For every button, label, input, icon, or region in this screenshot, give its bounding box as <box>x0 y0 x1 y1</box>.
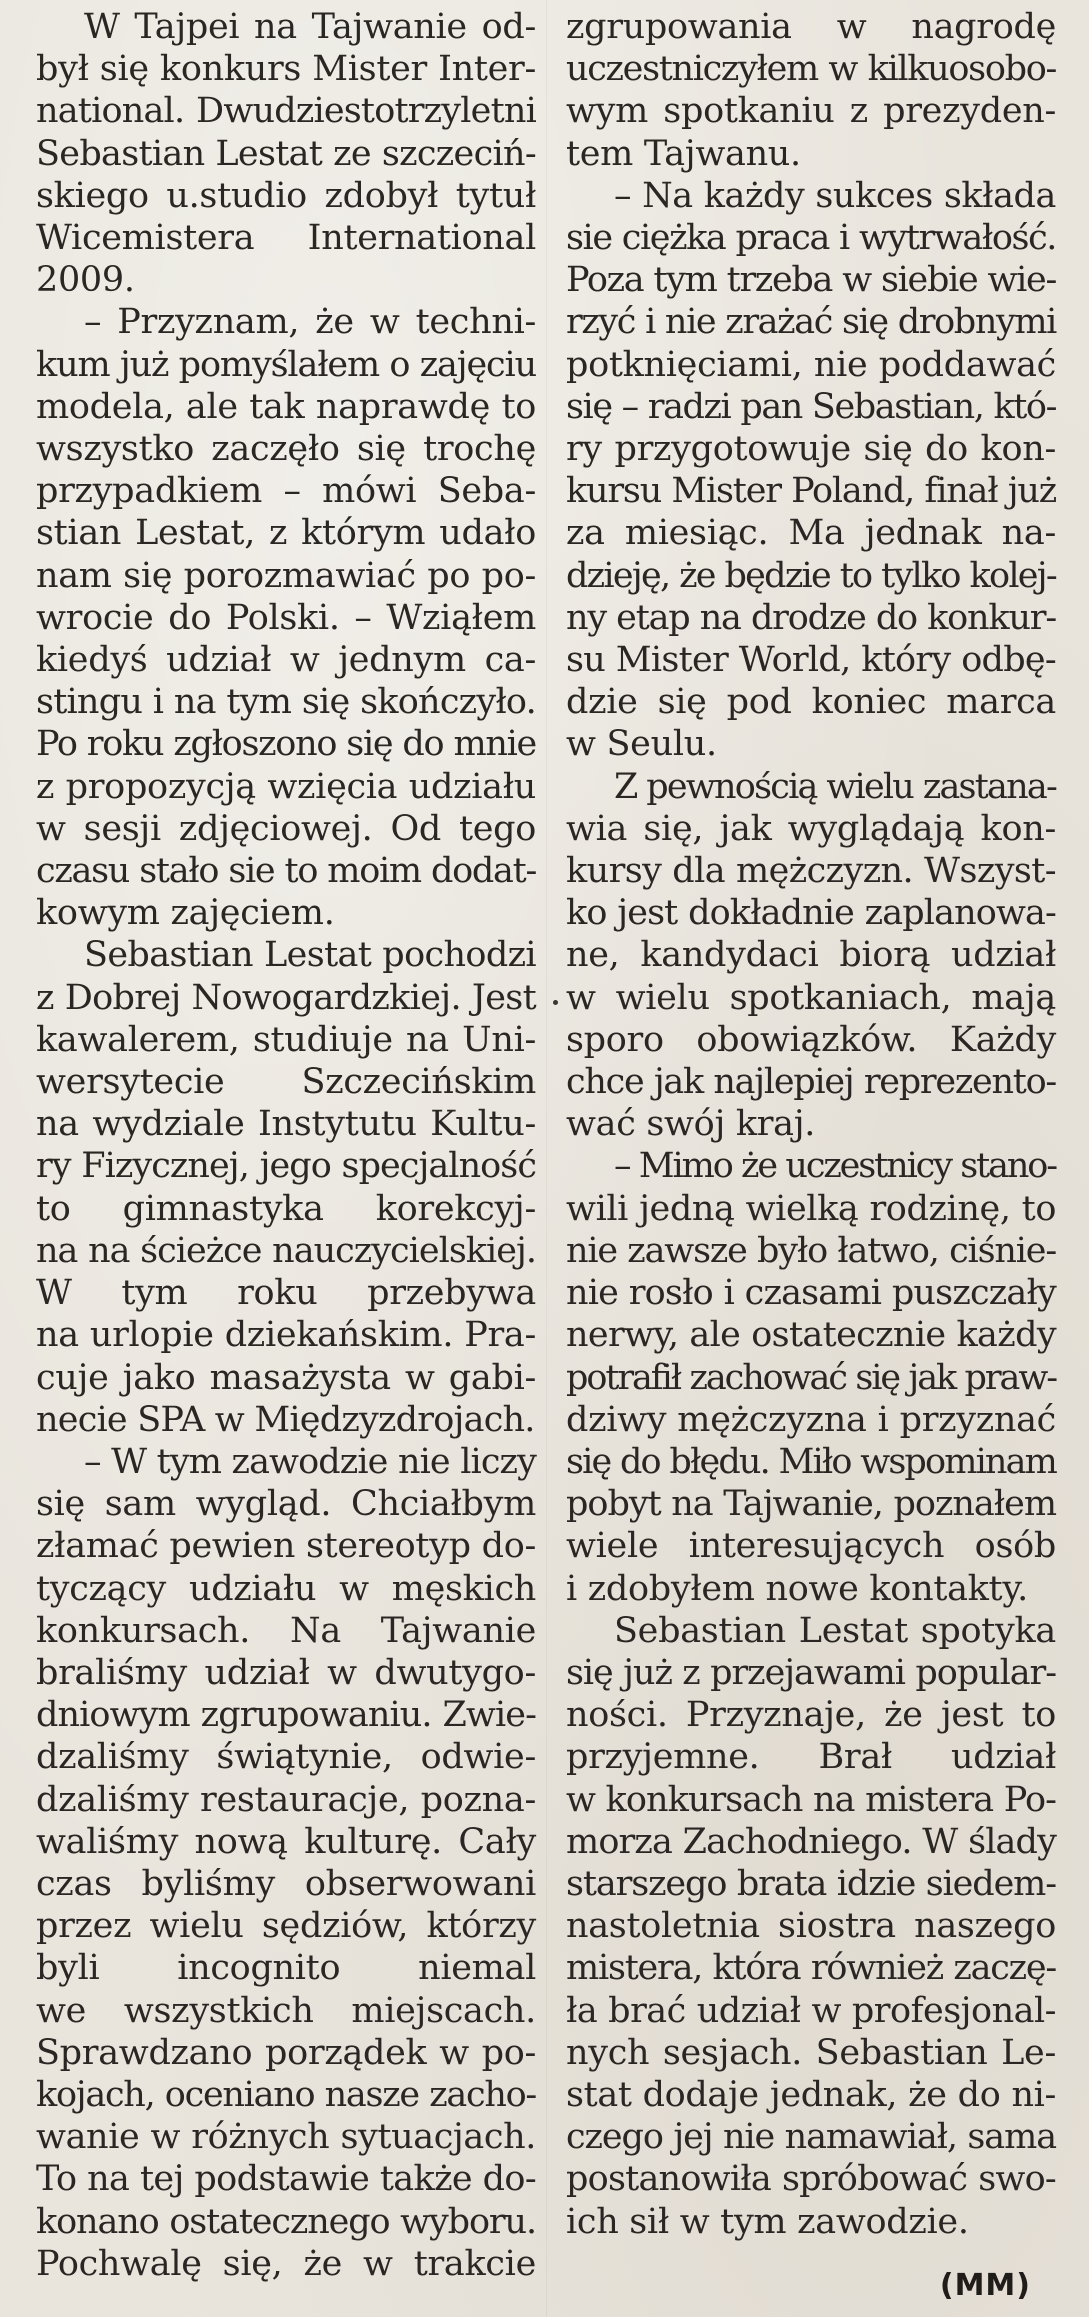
article-text-line: byli incognito niemal <box>36 1948 536 1989</box>
article-text-line: to gimnastyka korekcyj- <box>36 1188 536 1229</box>
article-text-line: waliśmy nową kulturę. Cały <box>36 1821 536 1862</box>
article-text-line: Z pewnością wielu zastana- <box>614 766 1056 807</box>
article-text-line: – W tym zawodzie nie liczy <box>84 1441 536 1482</box>
article-text-line: kursu Mister Poland, finał już <box>566 471 1056 512</box>
article-text-line: – Mimo że uczestnicy stano- <box>614 1146 1056 1187</box>
article-text-line: cuje jako masażysta w gabi- <box>36 1357 536 1398</box>
article-text-line: necie SPA w Międzyzdrojach. <box>36 1399 535 1440</box>
article-text-line: kojach, oceniano nasze zacho- <box>36 2074 536 2115</box>
article-text-line: nastoletnia siostra naszego <box>566 1906 1056 1947</box>
article-text-line: Poza tym trzeba w siebie wie- <box>566 260 1056 301</box>
author-signature: (MM) <box>939 2268 1031 2303</box>
article-text-line: z propozycją wzięcia udziału <box>36 766 536 807</box>
article-text-line: chce jak najlepiej reprezento- <box>566 1062 1056 1103</box>
article-text-line: 2009. <box>36 260 135 301</box>
article-text-line: wać swój kraj. <box>566 1104 816 1145</box>
article-text-line: Pochwalę się, że w trakcie <box>36 2243 536 2284</box>
article-text-line: zgrupowania w nagrodę <box>566 7 1056 47</box>
article-text-line: złamać pewien stereotyp do- <box>36 1526 536 1567</box>
article-text-line: się już z przejawami popular- <box>566 1652 1056 1693</box>
article-text-line: potrafił zachować się jak praw- <box>566 1357 1056 1398</box>
article-text-line: Sebastian Lestat pochodzi <box>84 935 536 976</box>
article-text-line: – Przyznam, że w techni- <box>84 302 536 343</box>
article-text-line: czasu stało sie to moim dodat- <box>36 851 536 892</box>
article-text-line: był się konkurs Mister Inter- <box>36 49 536 90</box>
article-text-line: w sesji zdjęciowej. Od tego <box>36 808 536 849</box>
article-text-line: za miesiąc. Ma jednak na- <box>566 513 1056 554</box>
article-text-line: się sam wygląd. Chciałbym <box>36 1484 536 1525</box>
article-text-line: morza Zachodniego. W ślady <box>566 1821 1056 1862</box>
article-text-line: dzieję, że będzie to tylko kolej- <box>566 555 1056 596</box>
article-text-line: ry przygotowuje się do kon- <box>566 429 1056 470</box>
article-text-line: dzaliśmy restauracje, pozna- <box>36 1779 536 1820</box>
article-text-line: kawalerem, studiuje na Uni- <box>36 1019 536 1060</box>
article-text-line: sporo obowiązków. Każdy <box>566 1019 1056 1060</box>
article-text-line: ła brać udział w profesjonal- <box>566 1990 1056 2031</box>
article-text-line: Sebastian Lestat spotyka <box>614 1610 1056 1651</box>
article-text-line: konano ostatecznego wyboru. <box>36 2201 536 2242</box>
article-text-line: ności. Przyznaje, że jest to <box>566 1695 1056 1736</box>
article-text-line: na wydziale Instytutu Kultu- <box>36 1104 536 1145</box>
article-text-line: modela, ale tak naprawdę to <box>36 386 536 427</box>
article-text-line: stat dodaje jednak, że do ni- <box>566 2074 1056 2115</box>
article-text-line: mistera, która również zaczę- <box>566 1948 1056 1989</box>
print-speck <box>553 1000 558 1005</box>
article-text-line: we wszystkich miejscach. <box>36 1990 536 2031</box>
column-gutter <box>546 0 547 2317</box>
article-text-line: rzyć i nie zrażać się drobnymi <box>566 302 1056 343</box>
article-text-line: wszystko zaczęło się trochę <box>36 429 536 470</box>
article-text-line: – Na każdy sukces składa <box>614 175 1056 216</box>
article-text-line: konkursach. Na Tajwanie <box>36 1610 536 1651</box>
article-text-line: kiedyś udział w jednym ca- <box>36 640 536 681</box>
article-text-line: skiego u.studio zdobył tytuł <box>36 175 536 216</box>
article-text-line: nie rosło i czasami puszczały <box>566 1273 1056 1314</box>
article-text-line: dniowym zgrupowaniu. Zwie- <box>36 1695 536 1736</box>
article-text-line: kum już pomyślałem o zajęciu <box>36 344 536 385</box>
article-text-line: z Dobrej Nowogardzkiej. Jest <box>36 977 536 1018</box>
article-text-line: czego jej nie namawiał, sama <box>566 2117 1056 2158</box>
article-text-line: nam się porozmawiać po po- <box>36 555 536 596</box>
article-text-line: przez wielu sędziów, którzy <box>36 1906 536 1947</box>
article-text-line: su Mister World, który odbę- <box>566 640 1056 681</box>
article-text-line: stian Lestat, z którym udało <box>36 513 536 554</box>
article-text-line: ich sił w tym zawodzie. <box>566 2201 969 2242</box>
article-text-line: w konkursach na mistera Po- <box>566 1779 1056 1820</box>
article-text-line: wia się, jak wyglądają kon- <box>566 808 1056 849</box>
article-text-line: na urlopie dziekańskim. Pra- <box>36 1315 536 1356</box>
article-text-line: dzie się pod koniec marca <box>566 682 1056 723</box>
article-text-line: dziwy mężczyzna i przyznać <box>566 1399 1056 1440</box>
article-text-line: wrocie do Polski. – Wziąłem <box>36 597 536 638</box>
article-text-line: się – radzi pan Sebastian, któ- <box>566 386 1056 427</box>
article-text-line: nych sesjach. Sebastian Le- <box>566 2032 1056 2073</box>
article-text-line: kursy dla mężczyzn. Wszyst- <box>566 851 1056 892</box>
article-text-line: wiele interesujących osób <box>566 1526 1056 1567</box>
article-text-line: wili jedną wielką rodzinę, to <box>566 1188 1056 1229</box>
article-text-line: w wielu spotkaniach, mają <box>566 977 1056 1018</box>
article-text-line: stingu i na tym się skończyło. <box>36 682 536 723</box>
article-text-line: ny etap na drodze do konkur- <box>566 597 1056 638</box>
article-text-line: W tym roku przebywa <box>36 1273 536 1314</box>
article-text-line: tem Tajwanu. <box>566 133 801 174</box>
article-text-line: Sprawdzano porządek w po- <box>36 2032 536 2073</box>
article-text-line: przyjemne. Brał udział <box>566 1737 1056 1778</box>
article-text-line: ne, kandydaci biorą udział <box>566 935 1056 976</box>
article-text-line: sie ciężka praca i wytrwałość. <box>566 218 1056 259</box>
article-text-line: wym spotkaniu z prezyden- <box>566 91 1056 132</box>
article-text-line: To na tej podstawie także do- <box>36 2159 536 2200</box>
article-text-line: w Seulu. <box>566 724 717 765</box>
article-text-line: braliśmy udział w dwutygo- <box>36 1652 536 1693</box>
article-text-line: Sebastian Lestat ze szczeciń- <box>36 133 536 174</box>
article-text-line: wersytecie Szczecińskim <box>36 1062 536 1103</box>
article-text-line: na na ścieżce nauczycielskiej. <box>36 1230 536 1271</box>
article-text-line: ry Fizycznej, jego specjalność <box>36 1146 536 1187</box>
article-text-line: dzaliśmy świątynie, odwie- <box>36 1737 536 1778</box>
article-text-line: W Tajpei na Tajwanie od- <box>84 7 536 47</box>
article-text-line: czas byliśmy obserwowani <box>36 1863 536 1904</box>
article-text-line: national. Dwudziestotrzyletni <box>36 91 536 132</box>
article-text-line: przypadkiem – mówi Seba- <box>36 471 536 512</box>
article-text-line: postanowiła spróbować swo- <box>566 2159 1056 2200</box>
article-text-line: potknięciami, nie poddawać <box>566 344 1056 385</box>
article-text-line: i zdobyłem nowe kontakty. <box>566 1568 1028 1609</box>
article-text-line: uczestniczyłem w kilkuosobo- <box>566 49 1056 90</box>
article-text-line: tyczący udziału w męskich <box>36 1568 536 1609</box>
article-text-line: wanie w różnych sytuacjach. <box>36 2117 536 2158</box>
article-text-line: nie zawsze było łatwo, ciśnie- <box>566 1230 1056 1271</box>
article-text-line: nerwy, ale ostatecznie każdy <box>566 1315 1056 1356</box>
article-text-line: pobyt na Tajwanie, poznałem <box>566 1484 1056 1525</box>
article-text-line: Wicemistera International <box>36 218 536 259</box>
article-text-line: starszego brata idzie siedem- <box>566 1863 1056 1904</box>
article-text-line: się do błędu. Miło wspominam <box>566 1441 1056 1482</box>
article-text-line: kowym zajęciem. <box>36 893 335 934</box>
article-text-line: ko jest dokładnie zaplanowa- <box>566 893 1056 934</box>
article-column-right <box>566 6 1056 2243</box>
article-text-line: Po roku zgłoszono się do mnie <box>36 724 536 765</box>
article-column-left <box>36 6 536 2285</box>
